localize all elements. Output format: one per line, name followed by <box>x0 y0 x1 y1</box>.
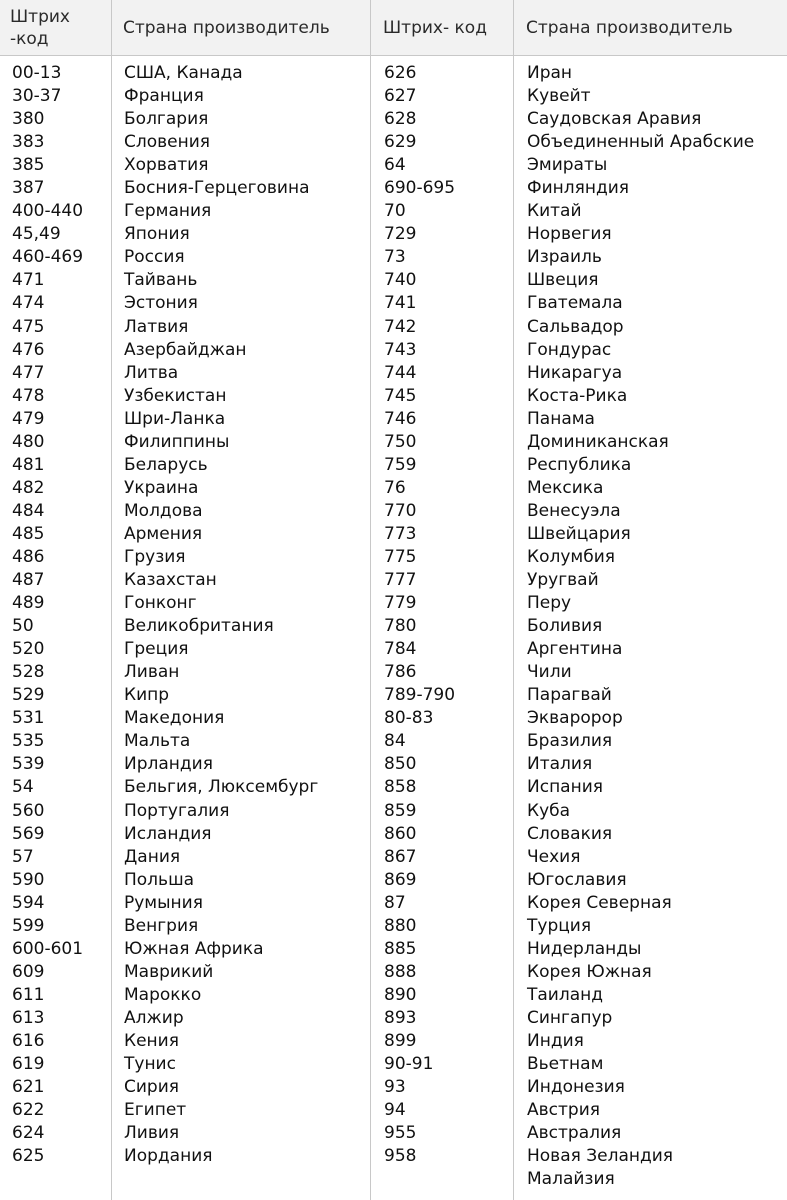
country-cell: Саудовская Аравия <box>527 109 702 130</box>
barcode-cell: 478 <box>12 385 45 406</box>
country-cell: Израиль <box>527 247 602 268</box>
barcode-cell: 770 <box>384 500 417 521</box>
country-cell: Хорватия <box>124 155 209 176</box>
barcode-cell: 73 <box>384 247 406 268</box>
country-cell: Тунис <box>124 1054 176 1075</box>
barcode-cell: 45,49 <box>12 224 61 245</box>
country-cell: Казахстан <box>124 570 217 591</box>
country-cell: Нидерланды <box>527 938 642 959</box>
barcode-cell: 780 <box>384 616 417 637</box>
country-cell: Македония <box>124 708 225 729</box>
country-cell: Кения <box>124 1030 179 1051</box>
barcode-cell: 94 <box>384 1100 406 1121</box>
country-cell: Австрия <box>527 1100 600 1121</box>
barcode-cell: 481 <box>12 454 45 475</box>
country-cell: Гонконг <box>124 593 197 614</box>
barcode-cell: 471 <box>12 270 45 291</box>
country-cell: Бразилия <box>527 731 613 752</box>
barcode-cell: 486 <box>12 546 45 567</box>
barcode-cell: 84 <box>384 731 406 752</box>
country-cell: Шри-Ланка <box>124 408 226 429</box>
left-code-column <box>12 62 83 1168</box>
country-cell: США, Канада <box>124 63 243 83</box>
country-cell: Сирия <box>124 1077 179 1098</box>
barcode-cell: 759 <box>384 454 417 475</box>
country-cell: Узбекистан <box>124 385 227 406</box>
barcode-cell: 893 <box>384 1007 417 1028</box>
barcode-cell: 750 <box>384 431 417 452</box>
country-cell: Чили <box>527 662 572 683</box>
barcode-cell: 529 <box>12 685 45 706</box>
country-cell: Таиланд <box>527 984 604 1005</box>
barcode-cell: 590 <box>12 869 45 890</box>
barcode-cell: 616 <box>12 1030 45 1051</box>
country-cell: Боливия <box>527 616 603 637</box>
barcode-cell: 628 <box>384 109 417 130</box>
country-cell: Франция <box>124 86 204 107</box>
country-cell: Венесуэла <box>527 500 621 521</box>
country-cell: Сингапур <box>527 1007 613 1028</box>
barcode-cell: 569 <box>12 823 45 844</box>
country-cell: Финляндия <box>527 178 630 199</box>
country-cell: Болгария <box>124 109 209 130</box>
country-cell: Португалия <box>124 800 230 821</box>
country-cell: Колумбия <box>527 546 615 567</box>
barcode-cell: 87 <box>384 892 406 913</box>
country-cell: Парагвай <box>527 685 612 706</box>
country-cell: Египет <box>124 1100 187 1121</box>
barcode-cell: 899 <box>384 1030 417 1051</box>
barcode-cell: 54 <box>12 777 34 798</box>
country-cell: Испания <box>527 777 603 798</box>
barcode-cell: 789-790 <box>384 685 456 706</box>
country-cell: Бельгия, Люксембург <box>124 777 319 798</box>
header-country-1-label: Страна производитель <box>123 17 330 38</box>
barcode-cell: 30-37 <box>12 86 62 107</box>
barcode-cell: 600-601 <box>12 938 84 959</box>
country-cell: Россия <box>124 247 185 268</box>
barcode-cell: 599 <box>12 915 45 936</box>
barcode-cell: 482 <box>12 477 45 498</box>
country-cell: Вьетнам <box>527 1054 604 1075</box>
country-cell: Молдова <box>124 500 203 521</box>
barcode-cell: 869 <box>384 869 417 890</box>
barcode-cell: 627 <box>384 86 417 107</box>
column-divider <box>111 0 112 1200</box>
barcode-cell: 528 <box>12 662 45 683</box>
country-cell: Австралия <box>527 1123 622 1144</box>
country-cell: Аргентина <box>527 639 623 660</box>
barcode-cell: 629 <box>384 132 417 153</box>
header-country-1 <box>123 0 330 55</box>
country-cell: Гондурас <box>527 339 612 360</box>
right-country-column <box>527 62 754 1191</box>
barcode-cell: 775 <box>384 546 417 567</box>
country-cell: Китай <box>527 201 582 222</box>
country-cell: Япония <box>124 224 190 245</box>
country-cell: Словения <box>124 132 211 153</box>
country-cell: Республика <box>527 454 632 475</box>
barcode-cell: 744 <box>384 362 417 383</box>
country-cell: Турция <box>527 915 592 936</box>
country-cell: Ливия <box>124 1123 180 1144</box>
country-cell: Алжир <box>124 1007 184 1028</box>
table-header <box>0 0 787 56</box>
country-cell: Эмираты <box>527 155 608 176</box>
barcode-cell: 80-83 <box>384 708 434 729</box>
barcode-cell: 00-13 <box>12 63 62 83</box>
country-cell: Объединенный Арабские <box>527 132 755 153</box>
barcode-cell: 740 <box>384 270 417 291</box>
country-cell: Корея Южная <box>527 961 652 982</box>
barcode-cell: 729 <box>384 224 417 245</box>
barcode-cell: 560 <box>12 800 45 821</box>
barcode-cell: 380 <box>12 109 45 130</box>
barcode-cell: 64 <box>384 155 406 176</box>
barcode-cell: 385 <box>12 155 45 176</box>
barcode-cell: 400-440 <box>12 201 84 222</box>
barcode-cell: 76 <box>384 477 406 498</box>
barcode-cell: 626 <box>384 63 417 83</box>
country-cell: Германия <box>124 201 212 222</box>
barcode-cell: 741 <box>384 293 417 314</box>
barcode-cell: 484 <box>12 500 45 521</box>
left-country-column <box>124 62 318 1168</box>
barcode-cell: 619 <box>12 1054 45 1075</box>
barcode-cell: 621 <box>12 1077 45 1098</box>
barcode-cell: 867 <box>384 846 417 867</box>
barcode-cell: 609 <box>12 961 45 982</box>
barcode-cell: 888 <box>384 961 417 982</box>
country-cell: Панама <box>527 408 595 429</box>
header-barcode-1-label: Штрих-код <box>10 6 70 49</box>
country-cell: Мальта <box>124 731 191 752</box>
barcode-cell: 885 <box>384 938 417 959</box>
country-cell: Армения <box>124 523 203 544</box>
barcode-cell: 387 <box>12 178 45 199</box>
barcode-cell: 611 <box>12 984 45 1005</box>
barcode-cell: 594 <box>12 892 45 913</box>
barcode-cell: 779 <box>384 593 417 614</box>
barcode-cell: 624 <box>12 1123 45 1144</box>
header-barcode-2 <box>383 0 487 55</box>
country-cell: Никарагуа <box>527 362 623 383</box>
country-cell: Норвегия <box>527 224 612 245</box>
country-cell: Грузия <box>124 546 186 567</box>
barcode-cell: 70 <box>384 201 406 222</box>
barcode-cell: 890 <box>384 984 417 1005</box>
barcode-cell: 489 <box>12 593 45 614</box>
barcode-cell: 860 <box>384 823 417 844</box>
barcode-cell: 955 <box>384 1123 417 1144</box>
barcode-cell: 57 <box>12 846 34 867</box>
country-cell: Иордания <box>124 1146 213 1167</box>
country-cell: Швеция <box>527 270 599 291</box>
country-cell: Индонезия <box>527 1077 625 1098</box>
country-cell: Доминиканская <box>527 431 669 452</box>
country-cell: Индия <box>527 1030 584 1051</box>
barcode-cell: 485 <box>12 523 45 544</box>
country-cell: Польша <box>124 869 195 890</box>
barcode-cell: 90-91 <box>384 1054 434 1075</box>
barcode-cell: 535 <box>12 731 45 752</box>
country-cell: Гватемала <box>527 293 623 314</box>
country-cell: Иран <box>527 63 573 83</box>
barcode-cell: 880 <box>384 915 417 936</box>
header-barcode-2-label: Штрих- код <box>383 17 487 38</box>
country-cell: Южная Африка <box>124 938 264 959</box>
country-cell: Греция <box>124 639 189 660</box>
right-code-column <box>384 62 455 1168</box>
country-cell: Перу <box>527 593 572 614</box>
barcode-cell: 773 <box>384 523 417 544</box>
country-cell: Беларусь <box>124 454 208 475</box>
country-cell: Малайзия <box>527 1169 615 1190</box>
barcode-cell: 613 <box>12 1007 45 1028</box>
country-cell: Кувейт <box>527 86 591 107</box>
barcode-cell: 50 <box>12 616 34 637</box>
barcode-cell: 858 <box>384 777 417 798</box>
country-cell: Исландия <box>124 823 212 844</box>
column-divider <box>370 0 371 1200</box>
barcode-cell: 476 <box>12 339 45 360</box>
barcode-cell: 622 <box>12 1100 45 1121</box>
country-cell: Великобритания <box>124 616 274 637</box>
country-cell: Маврикий <box>124 961 214 982</box>
country-cell: Швейцария <box>527 523 631 544</box>
barcode-cell: 625 <box>12 1146 45 1167</box>
barcode-cell: 859 <box>384 800 417 821</box>
country-cell: Эстония <box>124 293 198 314</box>
country-cell: Италия <box>527 754 593 775</box>
country-cell: Новая Зеландия <box>527 1146 674 1167</box>
barcode-cell: 93 <box>384 1077 406 1098</box>
barcode-cell: 690-695 <box>384 178 456 199</box>
country-cell: Марокко <box>124 984 202 1005</box>
country-cell: Латвия <box>124 316 189 337</box>
country-cell: Украина <box>124 477 199 498</box>
country-cell: Куба <box>527 800 571 821</box>
country-cell: Уругвай <box>527 570 599 591</box>
barcode-cell: 745 <box>384 385 417 406</box>
barcode-cell: 958 <box>384 1146 417 1167</box>
country-cell: Корея Северная <box>527 892 672 913</box>
barcode-cell: 474 <box>12 293 45 314</box>
barcode-cell: 784 <box>384 639 417 660</box>
country-cell: Кипр <box>124 685 170 706</box>
barcode-cell: 746 <box>384 408 417 429</box>
barcode-cell: 475 <box>12 316 45 337</box>
barcode-cell: 480 <box>12 431 45 452</box>
barcode-cell: 539 <box>12 754 45 775</box>
country-cell: Босния-Герцеговина <box>124 178 310 199</box>
country-cell: Словакия <box>527 823 613 844</box>
country-cell: Венгрия <box>124 915 199 936</box>
barcode-cell: 460-469 <box>12 247 84 268</box>
barcode-cell: 479 <box>12 408 45 429</box>
country-cell: Сальвадор <box>527 316 624 337</box>
country-cell: Чехия <box>527 846 581 867</box>
header-barcode-1 <box>10 0 105 55</box>
country-cell: Экваророр <box>527 708 623 729</box>
country-cell: Ливан <box>124 662 180 683</box>
country-cell: Коста-Рика <box>527 385 628 406</box>
country-cell: Азербайджан <box>124 339 247 360</box>
barcode-cell: 743 <box>384 339 417 360</box>
barcode-cell: 786 <box>384 662 417 683</box>
country-cell: Литва <box>124 362 179 383</box>
country-cell: Югославия <box>527 869 627 890</box>
barcode-cell: 531 <box>12 708 45 729</box>
barcode-cell: 777 <box>384 570 417 591</box>
country-cell: Мексика <box>527 477 604 498</box>
barcode-cell: 477 <box>12 362 45 383</box>
country-cell: Румыния <box>124 892 203 913</box>
country-cell: Филиппины <box>124 431 230 452</box>
barcode-cell: 850 <box>384 754 417 775</box>
barcode-cell: 487 <box>12 570 45 591</box>
barcode-cell: 742 <box>384 316 417 337</box>
header-country-2 <box>526 0 733 55</box>
column-divider <box>513 0 514 1200</box>
country-cell: Тайвань <box>124 270 198 291</box>
header-country-2-label: Страна производитель <box>526 17 733 38</box>
country-cell: Дания <box>124 846 181 867</box>
barcode-cell: 383 <box>12 132 45 153</box>
barcode-cell: 520 <box>12 639 45 660</box>
country-cell: Ирландия <box>124 754 213 775</box>
